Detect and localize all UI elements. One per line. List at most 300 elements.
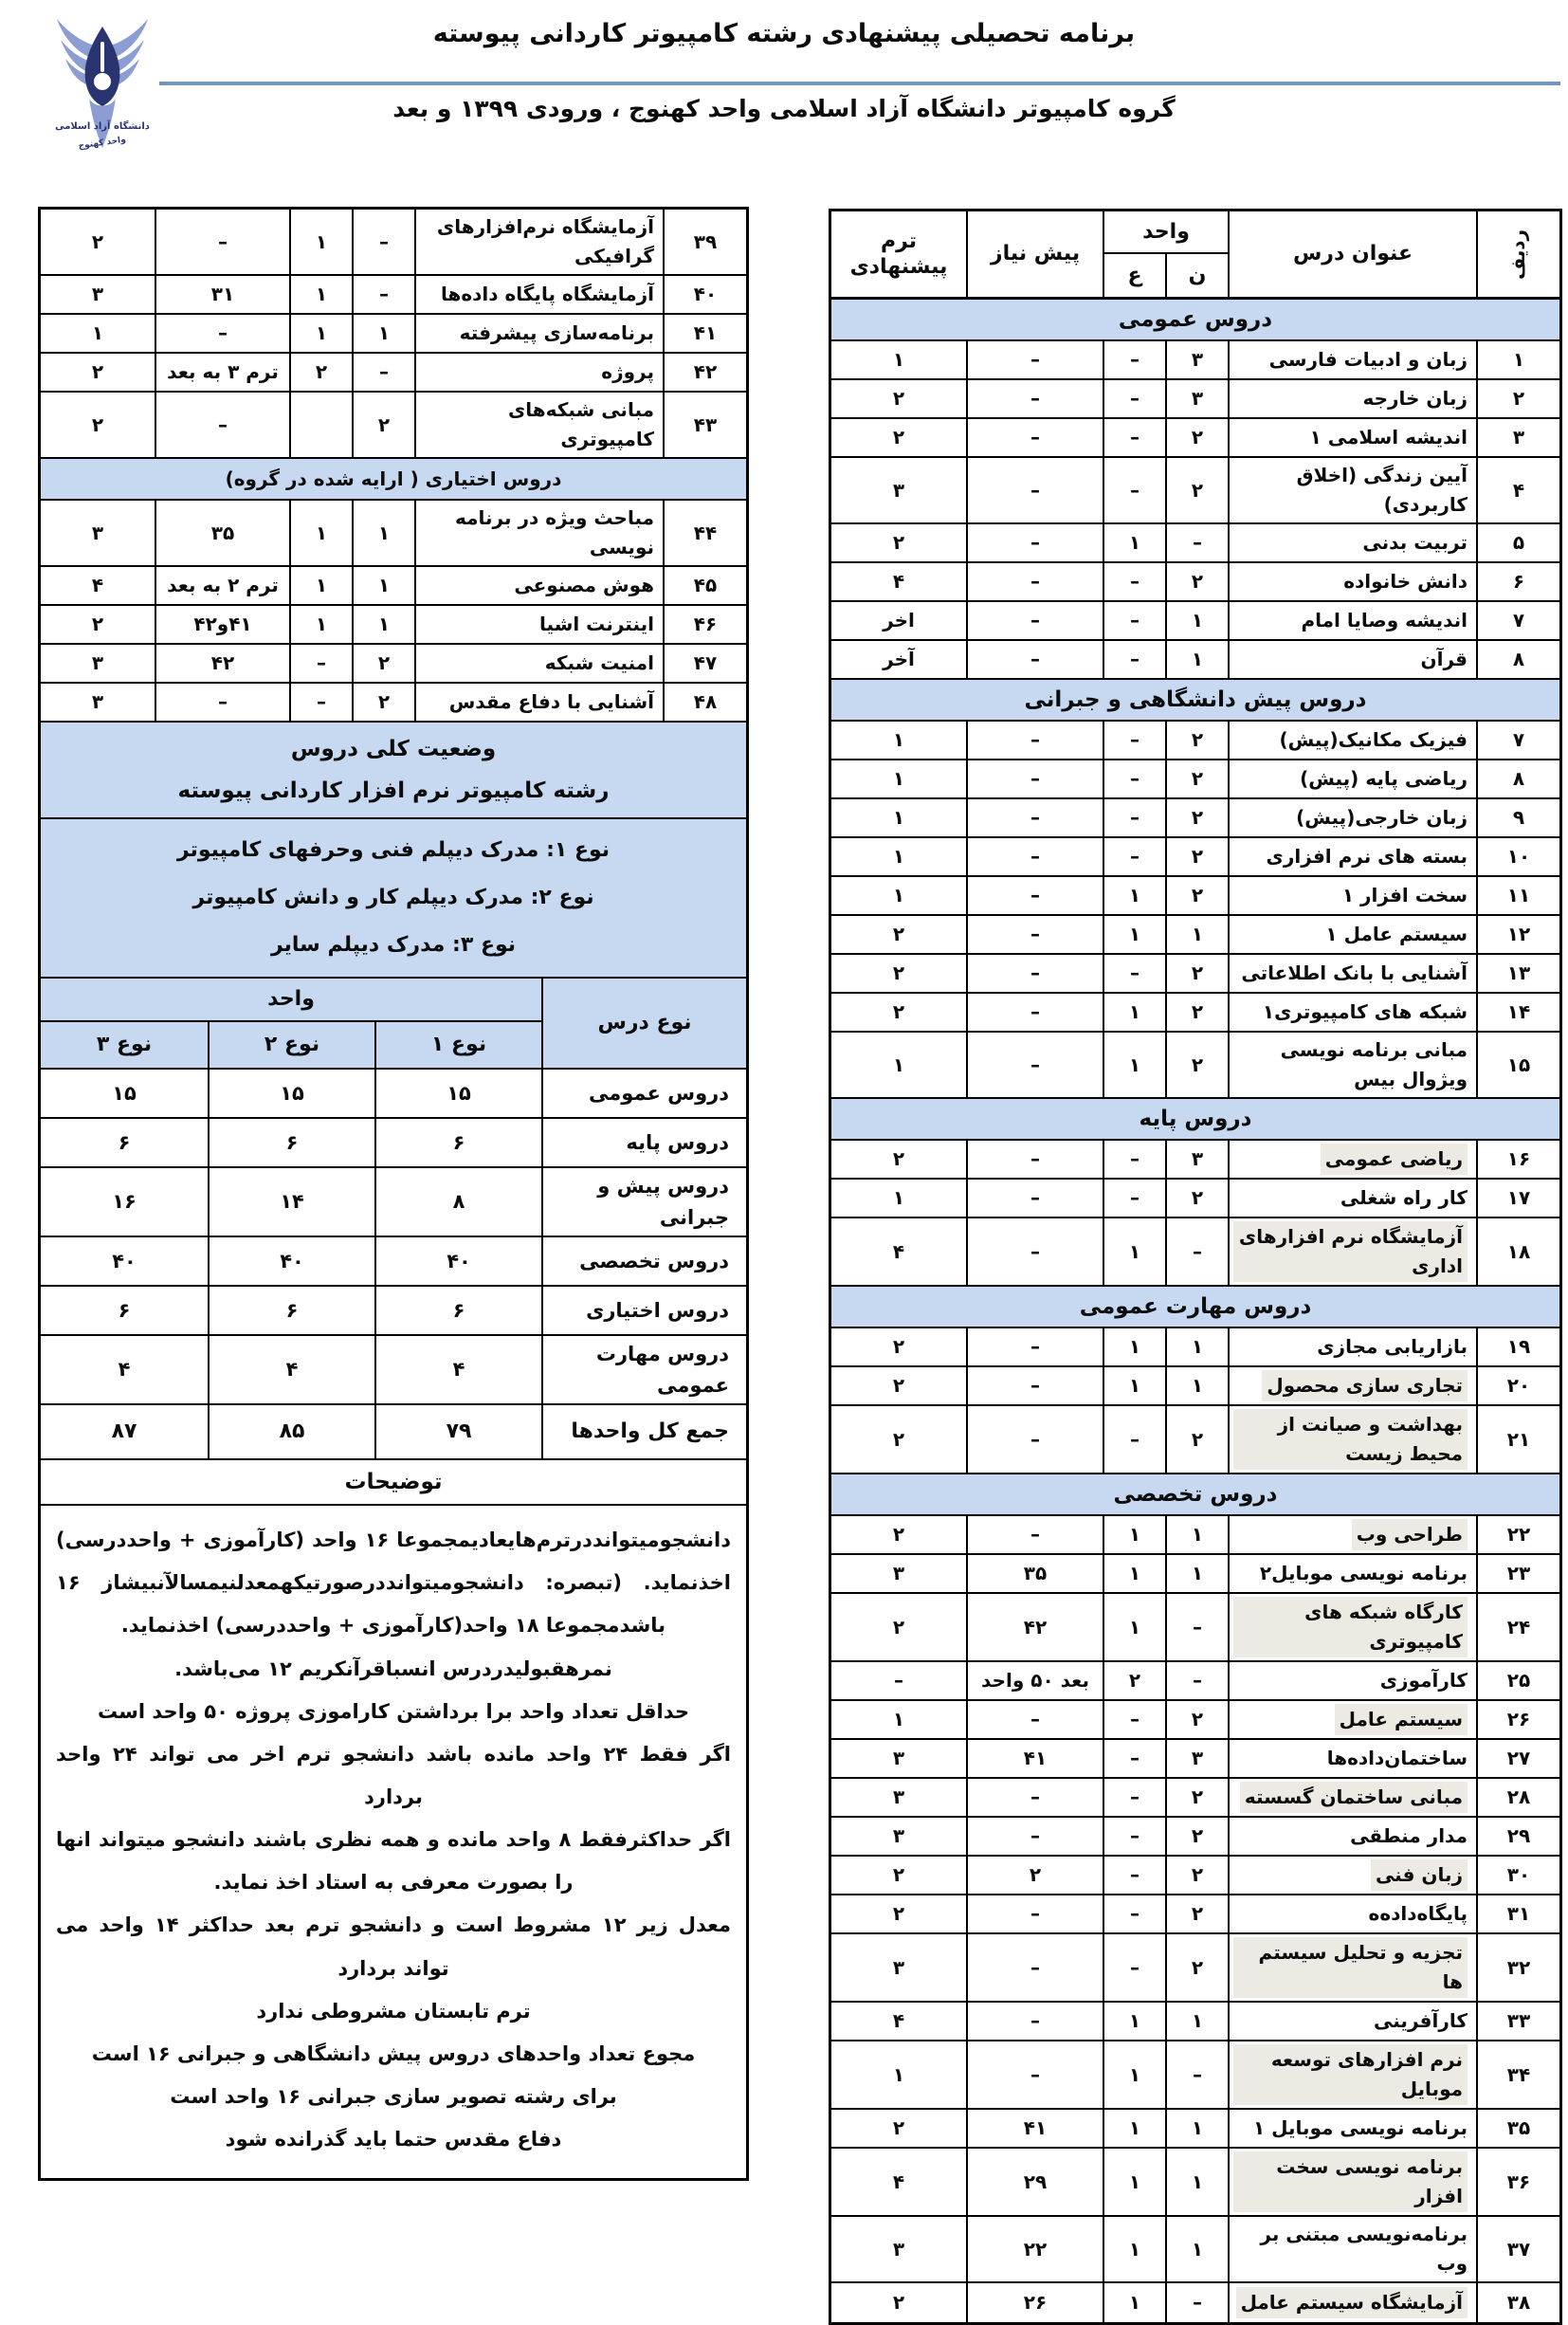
practical-units-cell: –	[1103, 1934, 1165, 2001]
note-paragraph: برای رشته تصویر سازی جبرانی ۱۶ واحد است	[170, 2085, 617, 2109]
practical-units-cell: –	[1103, 955, 1165, 992]
prerequisite-cell: –	[966, 2041, 1103, 2108]
course-type-label: دروس اختیاری	[541, 1287, 746, 1334]
units-summary-table	[41, 979, 746, 1460]
prerequisite-cell: ۳۵	[155, 501, 289, 565]
suggested-term-cell: ۴	[892, 1239, 905, 1263]
row-number-cell: ۴۱	[663, 315, 746, 352]
theory-units-cell: ۲	[1165, 955, 1228, 992]
practical-units-cell: –	[1103, 1740, 1165, 1777]
prerequisite-cell: –	[155, 684, 289, 721]
course-row	[831, 1406, 1559, 1474]
type3-units-cell: ۶	[118, 1130, 131, 1154]
course-row	[831, 1818, 1559, 1857]
theory-units-cell: –	[1165, 524, 1228, 561]
course-row	[831, 1594, 1559, 1662]
prerequisite-cell: –	[966, 563, 1103, 600]
prerequisite-cell: ۴۲	[155, 645, 289, 682]
diploma-type-line: نوع ۲: مدرک دیپلم کار و دانش کامپیوتر	[192, 886, 594, 909]
type3-units-cell: ۱۵	[112, 1081, 137, 1105]
prerequisite-cell: –	[966, 955, 1103, 992]
practical-units-header: ع	[1103, 254, 1165, 297]
practical-units-cell: –	[1103, 419, 1165, 456]
prerequisite-cell: –	[966, 1934, 1103, 2001]
type2-units-cell: ۸۵	[208, 1405, 374, 1458]
theory-units-cell: ۱	[1165, 1328, 1228, 1365]
header-divider	[159, 82, 1560, 85]
type2-units-cell: ۶	[208, 1287, 374, 1334]
note-paragraph: دانشجومیتوانددرترم‌هایعادیمجموعا ۱۶ واحد (کارآموزی + واحددرسی) اخذنماید. (تبصره: دانشجومیتوانددرصورتیکهمعدلنیمسالآنبیشاز ۱۶ باشدمجموعا ۱۸ واحد(کارآموزی + واحددرسی) اخذنماید.	[56, 1529, 731, 1638]
practical-units-cell: –	[1103, 1406, 1165, 1473]
section-title: دروس پیش دانشگاهی و جبرانی	[1024, 687, 1367, 712]
suggested-term-cell: ۱	[892, 348, 905, 371]
row-number-cell: ۳۰	[1476, 1857, 1559, 1894]
note-paragraph: مجوع تعداد واحدهای دروس پیش دانشگاهی و جبرانی ۱۶ است	[91, 2041, 696, 2065]
prerequisite-cell: –	[966, 458, 1103, 522]
row-number-cell: ۲۴	[1476, 1594, 1559, 1660]
course-row	[831, 524, 1559, 563]
prerequisite-cell: –	[966, 524, 1103, 561]
course-title-cell: تربیت بدنی	[1228, 524, 1476, 561]
row-number-cell: ۴	[1476, 458, 1559, 522]
course-title-cell: کارگاه شبکه های کامپیوتری	[1228, 1594, 1476, 1660]
practical-units-cell: ۱	[1103, 994, 1165, 1031]
notes-header: توضیحات	[41, 1460, 746, 1506]
course-row	[831, 1701, 1559, 1740]
practical-units-cell: –	[289, 645, 352, 682]
note-paragraph: اگر حداکثرفقط ۸ واحد مانده و همه نظری باشند دانشجو میتواند انها را بصورت معرفی به استاد اخذ نماید.	[56, 1828, 731, 1895]
page-title: برنامه تحصیلی پیشنهادی رشته کامپیوتر کاردانی پیوسته	[432, 19, 1136, 48]
note-paragraph: دفاع مقدس حتما باید گذرانده شود	[225, 2128, 562, 2151]
row-number-cell: ۶	[1476, 563, 1559, 600]
course-title-cell: کار راه شغلی	[1228, 1180, 1476, 1217]
course-type-label: دروس تخصصی	[541, 1237, 746, 1285]
row-number-cell: ۱۹	[1476, 1328, 1559, 1365]
course-title-cell: مباحث ویژه در برنامه نویسی	[414, 501, 663, 565]
prerequisite-cell: –	[966, 1779, 1103, 1816]
course-row	[831, 602, 1559, 641]
suggested-term-cell: ۲	[91, 613, 104, 635]
section-header	[831, 680, 1559, 722]
theory-units-cell: ۱	[1165, 2149, 1228, 2215]
row-number-cell: ۹	[1476, 799, 1559, 836]
suggested-term-cell: ۲	[892, 531, 905, 554]
course-row	[831, 1328, 1559, 1367]
logo-caption-line1: دانشگاه آزاد اسلامی	[55, 121, 150, 132]
course-title-cell: ریاضی پایه (پیش)	[1228, 760, 1476, 797]
theory-units-cell: ۲	[1165, 1934, 1228, 2001]
course-row	[41, 501, 746, 567]
type2-units-cell: ۴	[208, 1336, 374, 1403]
practical-units-cell: –	[1103, 341, 1165, 378]
course-title-cell: آزمایشگاه سیستم عامل	[1228, 2283, 1476, 2322]
suggested-term-cell: ۲	[892, 1147, 905, 1170]
section-title: دروس پایه	[1139, 1107, 1252, 1131]
suggested-term-cell: ۲	[892, 1863, 905, 1886]
theory-units-cell: –	[1165, 2041, 1228, 2108]
prerequisite-cell: –	[966, 419, 1103, 456]
course-row	[831, 2217, 1559, 2283]
practical-units-cell: –	[1103, 602, 1165, 639]
type3-units-cell: ۱۶	[112, 1190, 137, 1214]
note-paragraph: ترم تابستان مشروطی ندارد	[256, 1999, 531, 2023]
course-title-cell: مدار منطقی	[1228, 1818, 1476, 1855]
suggested-term-cell: ۳	[892, 1747, 905, 1769]
row-number-cell: ۲۵	[1476, 1662, 1559, 1699]
course-title-cell: زبان و ادبیات فارسی	[1228, 341, 1476, 378]
practical-units-cell: ۱	[1103, 2149, 1165, 2215]
theory-units-cell: ۳	[1165, 380, 1228, 417]
theory-units-cell: ۱	[1165, 602, 1228, 639]
practical-units-cell: –	[1103, 838, 1165, 875]
course-title-cell: برنامه‌نویسی مبتنی بر وب	[1228, 2217, 1476, 2281]
section-header	[831, 1474, 1559, 1516]
course-row	[831, 916, 1559, 955]
course-title-cell: امنیت شبکه	[414, 645, 663, 682]
type3-units-cell: ۴	[118, 1358, 131, 1382]
row-number-header-label: ردیف	[1506, 229, 1530, 280]
page-subtitle: گروه کامپیوتر دانشگاه آزاد اسلامی واحد کهنوج ، ورودی ۱۳۹۹ و بعد	[392, 95, 1176, 122]
row-number-cell: ۴۰	[663, 276, 746, 313]
prerequisite-cell: ترم ۳ به بعد	[155, 354, 289, 391]
course-row	[831, 1895, 1559, 1934]
row-number-cell: ۱۷	[1476, 1180, 1559, 1217]
course-row	[831, 641, 1559, 680]
prerequisite-cell: –	[966, 1818, 1103, 1855]
row-number-cell: ۵	[1476, 524, 1559, 561]
theory-units-cell: ۲	[1165, 419, 1228, 456]
course-title-cell: آشنایی با بانک اطلاعاتی	[1228, 955, 1476, 992]
suggested-term-cell: اخر	[883, 609, 915, 632]
type3-units-cell: ۸۷	[111, 1419, 137, 1444]
suggested-term-cell: آخر	[883, 648, 915, 670]
row-number-cell: ۴۴	[663, 501, 746, 565]
course-row	[41, 684, 746, 723]
course-row	[831, 1857, 1559, 1895]
type3-header: نوع ۳	[96, 1033, 153, 1057]
row-number-cell: ۱۲	[1476, 916, 1559, 953]
course-title-cell: آشنایی با دفاع مقدس	[414, 684, 663, 721]
course-title-cell: برنامه نویسی موبایل۲	[1228, 1555, 1476, 1592]
theory-units-cell: ۱	[1165, 2110, 1228, 2147]
practical-units-cell: –	[289, 684, 352, 721]
course-title-cell: آزمایشگاه نرم‌افزارهای گرافیکی	[414, 210, 663, 274]
course-row	[831, 2041, 1559, 2110]
prerequisite-cell: –	[966, 1367, 1103, 1404]
theory-units-cell: ۲	[1165, 1033, 1228, 1097]
theory-units-cell: ۱	[352, 567, 414, 604]
practical-units-cell: –	[1103, 1141, 1165, 1178]
course-type-label: دروس پایه	[541, 1119, 746, 1166]
type1-units-cell: ۶	[374, 1119, 541, 1166]
course-row	[41, 354, 746, 393]
row-number-cell: ۳	[1476, 419, 1559, 456]
type1-units-cell: ۷۹	[374, 1405, 541, 1458]
suggested-term-cell: ۲	[892, 1335, 905, 1358]
practical-units-cell: –	[1103, 760, 1165, 797]
course-row	[831, 838, 1559, 877]
practical-units-cell: –	[1103, 1818, 1165, 1855]
course-row	[831, 419, 1559, 458]
course-title-cell: کارآموزی	[1228, 1662, 1476, 1699]
course-row	[831, 1180, 1559, 1218]
course-title-cell: اندیشه وصایا امام	[1228, 602, 1476, 639]
summary-row	[41, 1119, 746, 1168]
type2-units-cell: ۶	[208, 1119, 374, 1166]
course-row	[41, 393, 746, 459]
suggested-term-cell: ۱	[91, 321, 104, 344]
course-title-header: عنوان درس	[1228, 211, 1476, 297]
section-optional-courses	[41, 459, 746, 501]
prerequisite-cell: ۲۶	[966, 2283, 1103, 2322]
summary-row	[41, 1405, 746, 1460]
practical-units-cell: ۱	[1103, 916, 1165, 953]
units-summary-rows	[41, 1070, 746, 1460]
theory-units-cell: ۱	[1165, 1555, 1228, 1592]
theory-units-cell: ۱	[1165, 2003, 1228, 2040]
practical-units-cell: ۱	[289, 501, 352, 565]
suggested-term-cell: ۳	[892, 2237, 905, 2261]
suggested-term-cell: ۲	[91, 229, 104, 253]
course-row	[831, 1218, 1559, 1287]
note-paragraph: اگر فقط ۲۴ واحد مانده باشد دانشجو ترم اخر می تواند ۲۴ واحد بردارد	[56, 1742, 732, 1809]
prerequisite-cell: –	[966, 1218, 1103, 1285]
course-title-cell: فیزیک مکانیک(پیش)	[1228, 722, 1476, 759]
course-title-cell: مبانی ساختمان گسسته	[1228, 1779, 1476, 1816]
note-paragraph: نمرهقبولیدردرس انسباقرآنکریم ۱۲ می‌باشد.	[174, 1657, 612, 1680]
notes-body	[41, 1506, 746, 2178]
theory-units-header: ن	[1165, 254, 1228, 297]
overall-status-header	[41, 723, 746, 819]
course-row	[831, 2110, 1559, 2149]
prerequisite-cell: –	[966, 760, 1103, 797]
course-title-cell: سیستم عامل	[1228, 1701, 1476, 1738]
practical-units-cell: –	[1103, 799, 1165, 836]
practical-units-cell: ۱	[289, 276, 352, 313]
course-title-cell: آزمایشگاه پایگاه داده‌ها	[414, 276, 663, 313]
units-summary-header	[41, 979, 746, 1070]
row-number-cell: ۴۵	[663, 567, 746, 604]
row-number-cell: ۱	[1476, 341, 1559, 378]
course-row	[831, 1740, 1559, 1779]
type1-units-cell: ۴۰	[374, 1237, 541, 1285]
suggested-term-cell: ۲	[91, 360, 104, 383]
course-row	[41, 210, 746, 276]
course-row	[831, 1516, 1559, 1555]
suggested-term-cell: ۲	[892, 1902, 905, 1925]
suggested-term-cell: ۲	[892, 1523, 905, 1546]
course-title-cell: برنامه نویسی سخت افزار	[1228, 2149, 1476, 2215]
section-header	[831, 300, 1559, 341]
summary-row	[41, 1070, 746, 1119]
diploma-type-line: نوع ۱: مدرک دیپلم فنی وحرفهای کامپیوتر	[176, 838, 611, 862]
prerequisite-cell: ترم ۲ به بعد	[155, 567, 289, 604]
course-title-cell: پایگاه‌داده‌ه	[1228, 1895, 1476, 1932]
suggested-term-cell: ۳	[91, 651, 104, 674]
course-row	[831, 760, 1559, 799]
suggested-term-cell: ۲	[892, 1427, 905, 1451]
practical-units-cell: –	[1103, 563, 1165, 600]
prerequisite-cell: –	[966, 1406, 1103, 1473]
practical-units-cell: –	[1103, 458, 1165, 522]
type1-units-cell: ۱۵	[374, 1070, 541, 1117]
suggested-term-cell: ۲	[892, 2116, 905, 2139]
row-number-cell: ۲۷	[1476, 1740, 1559, 1777]
theory-units-cell: ۱	[352, 315, 414, 352]
type1-header: نوع ۱	[374, 1022, 541, 1068]
left-column	[38, 207, 749, 2181]
practical-units-cell: ۱	[289, 606, 352, 643]
prerequisite-cell: –	[966, 2003, 1103, 2040]
course-row	[41, 645, 746, 684]
suggested-term-cell: ۱	[892, 728, 905, 751]
type1-units-cell: ۸	[374, 1168, 541, 1236]
suggested-term-cell: ۱	[892, 767, 905, 790]
course-row	[831, 341, 1559, 380]
theory-units-cell: –	[1165, 1662, 1228, 1699]
practical-units-cell: ۱	[1103, 2283, 1165, 2322]
practical-units-cell	[289, 393, 352, 457]
practical-units-cell: –	[1103, 1857, 1165, 1894]
theory-units-cell: ۱	[1165, 1367, 1228, 1404]
suggested-term-cell: ۳	[91, 690, 104, 713]
row-number-header	[1476, 211, 1559, 297]
theory-units-cell: ۱	[1165, 1516, 1228, 1553]
course-row	[831, 2149, 1559, 2217]
suggested-term-cell: –	[894, 1669, 903, 1692]
row-number-cell: ۷	[1476, 722, 1559, 759]
practical-units-cell: ۱	[1103, 1516, 1165, 1553]
theory-units-cell: ۲	[1165, 877, 1228, 914]
course-row	[831, 799, 1559, 838]
course-row	[831, 1367, 1559, 1406]
course-title-cell: سخت افزار ۱	[1228, 877, 1476, 914]
course-title-cell: تجزیه و تحلیل سیستم ها	[1228, 1934, 1476, 2001]
suggested-term-cell: ۱	[892, 1186, 905, 1209]
course-title-cell: زبان خارجه	[1228, 380, 1476, 417]
theory-units-cell: ۳	[1165, 1740, 1228, 1777]
prerequisite-cell: –	[966, 1033, 1103, 1097]
theory-units-cell: ۲	[1165, 994, 1228, 1031]
prerequisite-cell: –	[966, 916, 1103, 953]
row-number-cell: ۴۷	[663, 645, 746, 682]
optional-course-rows	[41, 501, 746, 723]
practical-units-cell: ۱	[1103, 2217, 1165, 2281]
prerequisite-cell: ۴۱و۴۲	[155, 606, 289, 643]
prerequisite-cell: –	[966, 641, 1103, 678]
practical-units-cell: ۱	[1103, 1367, 1165, 1404]
row-number-cell: ۱۱	[1476, 877, 1559, 914]
row-number-cell: ۳۱	[1476, 1895, 1559, 1932]
note-paragraph: حداقل تعداد واحد برا برداشتن کاراموزی پروژه ۵۰ واحد است	[98, 1699, 689, 1723]
prerequisite-cell: –	[966, 602, 1103, 639]
course-title-cell: زبان خارجی(پیش)	[1228, 799, 1476, 836]
suggested-term-cell: ۲	[892, 426, 905, 449]
course-title-cell: مبانی شبکه‌های کامپیوتری	[414, 393, 663, 457]
suggested-term-cell: ۲	[91, 412, 104, 436]
row-number-cell: ۳۶	[1476, 2149, 1559, 2215]
theory-units-cell: ۳	[1165, 1141, 1228, 1178]
note-paragraph: معدل زیر ۱۲ مشروط است و دانشجو ترم بعد حداکثر ۱۴ واحد می تواند بردارد	[56, 1913, 731, 1980]
row-number-cell: ۲	[1476, 380, 1559, 417]
theory-units-cell: ۲	[352, 645, 414, 682]
course-title-cell: مبانی برنامه نویسی ویژوال بیس	[1228, 1033, 1476, 1097]
theory-units-cell: ۲	[1165, 1779, 1228, 1816]
theory-units-cell: ۱	[1165, 916, 1228, 953]
section-header	[831, 1099, 1559, 1141]
prerequisite-cell: ۴۱	[966, 1740, 1103, 1777]
course-row	[831, 2283, 1559, 2322]
suggested-term-cell: ۴	[892, 2009, 905, 2032]
row-number-cell: ۸	[1476, 641, 1559, 678]
suggested-term-cell: ۱	[892, 2062, 905, 2086]
theory-units-cell: –	[352, 210, 414, 274]
course-row	[831, 458, 1559, 524]
theory-units-cell: ۱	[352, 606, 414, 643]
suggested-term-cell: ۱	[892, 1053, 905, 1076]
row-number-cell: ۲۲	[1476, 1516, 1559, 1553]
logo-caption-line2: واحد کهنوج	[78, 135, 127, 152]
suggested-term-cell: ۴	[892, 570, 905, 593]
row-number-cell: ۳۴	[1476, 2041, 1559, 2108]
course-table-header	[831, 211, 1559, 300]
prerequisite-cell: ۲۲	[966, 2217, 1103, 2281]
row-number-cell: ۳۲	[1476, 1934, 1559, 2001]
row-number-cell: ۱۸	[1476, 1218, 1559, 1285]
course-type-label: دروس مهارت عمومی	[541, 1336, 746, 1403]
course-row	[831, 1033, 1559, 1099]
practical-units-cell: –	[1103, 1895, 1165, 1932]
suggested-term-cell: ۲	[892, 1374, 905, 1397]
course-title-cell: آزمایشگاه نرم افزارهای اداری	[1228, 1218, 1476, 1285]
continued-course-rows	[41, 210, 746, 459]
course-row	[41, 315, 746, 354]
row-number-cell: ۱۵	[1476, 1033, 1559, 1097]
row-number-cell: ۱۰	[1476, 838, 1559, 875]
theory-units-cell: ۲	[1165, 1857, 1228, 1894]
overall-status-subtitle: رشته کامپیوتر نرم افزار کاردانی پیوسته	[177, 778, 610, 803]
row-number-cell: ۲۰	[1476, 1367, 1559, 1404]
suggested-term-cell: ۲	[892, 2291, 905, 2314]
suggested-term-cell: ۲	[892, 1615, 905, 1638]
prerequisite-cell: –	[966, 722, 1103, 759]
summary-row	[41, 1287, 746, 1336]
row-number-cell: ۲۸	[1476, 1779, 1559, 1816]
row-number-cell: ۱۳	[1476, 955, 1559, 992]
prerequisite-cell: –	[155, 393, 289, 457]
prerequisite-cell: –	[966, 1328, 1103, 1365]
theory-units-cell: ۱	[1165, 641, 1228, 678]
course-row	[831, 563, 1559, 602]
course-row	[41, 606, 746, 645]
course-row	[41, 567, 746, 606]
practical-units-cell: ۱	[1103, 1033, 1165, 1097]
suggested-term-cell: ۲	[892, 1000, 905, 1023]
row-number-cell: ۳۳	[1476, 2003, 1559, 2040]
course-row	[831, 1555, 1559, 1594]
course-row	[831, 1934, 1559, 2003]
course-row	[831, 380, 1559, 419]
course-title-cell: قرآن	[1228, 641, 1476, 678]
course-row	[831, 955, 1559, 994]
row-number-cell: ۴۳	[663, 393, 746, 457]
course-title-cell: بسته های نرم افزاری	[1228, 838, 1476, 875]
course-row	[41, 276, 746, 315]
theory-units-cell: ۲	[1165, 1180, 1228, 1217]
theory-units-cell: –	[1165, 1594, 1228, 1660]
section-title: دروس تخصصی	[1113, 1482, 1278, 1507]
row-number-cell: ۲۱	[1476, 1406, 1559, 1473]
